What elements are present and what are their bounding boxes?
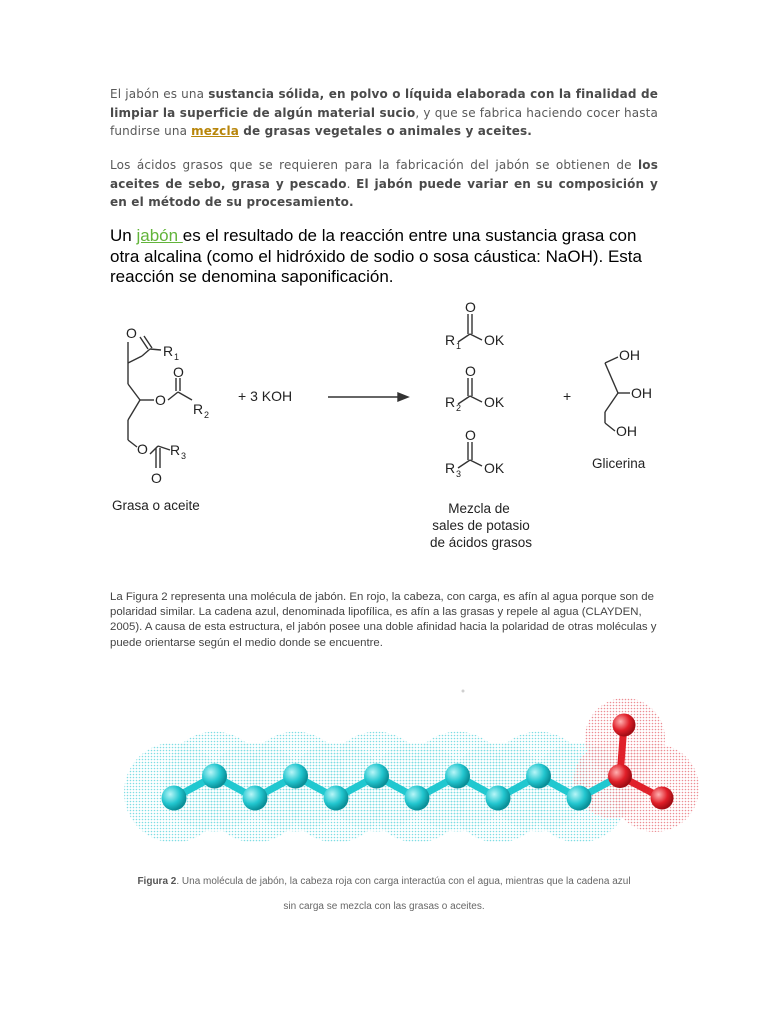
- svg-text:R: R: [193, 401, 204, 417]
- svg-text:OK: OK: [484, 332, 505, 348]
- svg-text:de ácidos grasos: de ácidos grasos: [429, 535, 533, 550]
- svg-text:+: +: [563, 388, 572, 404]
- svg-text:3: 3: [181, 451, 187, 461]
- svg-text:O: O: [465, 363, 476, 379]
- svg-text:3: 3: [456, 469, 462, 479]
- carbon-atom: [405, 786, 430, 811]
- svg-text:OH: OH: [619, 347, 640, 363]
- oxygen-atom: [613, 714, 636, 737]
- svg-text:OK: OK: [484, 394, 505, 410]
- svg-text:OH: OH: [616, 423, 637, 439]
- svg-text:2: 2: [456, 403, 462, 413]
- mezcla-link[interactable]: mezcla: [191, 124, 239, 138]
- svg-text:R: R: [445, 394, 456, 410]
- svg-text:OH: OH: [631, 385, 652, 401]
- carbon-atom: [162, 786, 187, 811]
- svg-text:O: O: [465, 427, 476, 443]
- jabon-link[interactable]: jabón: [136, 226, 183, 245]
- saponification-reaction-diagram: [0, 290, 768, 560]
- figure-description-paragraph: La Figura 2 representa una molécula de jabón. En rojo, la cabeza, con carga, es afín al agua porque son de polaridad similar. La cadena azul, denominada lipofílica, es afín a las grasas y repele al agua (CLAYDEN, 2005). A causa de esta estructura, el jabón posee una doble afinidad hacia la polaridad de otras moléculas y puede orientarse según el medio donde se encuentre.: [110, 591, 657, 649]
- svg-text:O: O: [137, 441, 148, 457]
- oxygen-atom: [651, 787, 674, 810]
- svg-text:O: O: [151, 470, 162, 486]
- svg-text:O: O: [173, 364, 184, 380]
- polar-head-cloud: [574, 698, 699, 832]
- carbon-atom: [445, 764, 470, 789]
- figure-caption-line1: Figura 2. Una molécula de jabón, la cabeza roja con carga interactúa con el agua, mientras que la cadena azul: [137, 876, 631, 887]
- soap-molecule-figure: [0, 680, 768, 870]
- svg-text:1: 1: [174, 352, 180, 362]
- svg-text:R: R: [170, 442, 181, 458]
- carbon-atom: [364, 764, 389, 789]
- head-carbon-atom: [608, 764, 632, 788]
- fatty-acids-paragraph: Los ácidos grasos que se requieren para la fabricación del jabón se obtienen de los aceites de sebo, grasa y pescado. El jabón puede variar en su composición y en el método de su procesamiento.: [110, 158, 658, 209]
- carbon-atom: [324, 786, 349, 811]
- svg-text:OK: OK: [484, 460, 505, 476]
- svg-text:Mezcla de: Mezcla de: [448, 501, 510, 516]
- carbon-atom: [243, 786, 268, 811]
- svg-text:R: R: [445, 332, 456, 348]
- carbon-atom: [283, 764, 308, 789]
- svg-text:2: 2: [204, 410, 210, 420]
- svg-text:R: R: [163, 343, 174, 359]
- svg-text:O: O: [126, 325, 137, 341]
- figure-caption-line2: sin carga se mezcla con las grasas o aceites.: [283, 901, 485, 912]
- glycerin-label: Glicerina: [592, 456, 646, 471]
- carbon-atom: [526, 764, 551, 789]
- svg-text:O: O: [155, 392, 166, 408]
- intro-paragraph: El jabón es una sustancia sólida, en polvo o líquida elaborada con la finalidad de limpiar la superficie de algún material sucio, y que se fabrica haciendo cocer hasta fundirse una mezcla de grasas vegetales o animales y aceites.: [110, 87, 658, 138]
- saponification-paragraph: Un jabón es el resultado de la reacción entre una sustancia grasa con otra alcalina (como el hidróxido de sodio o sosa cáustica: NaOH). Esta reacción se denomina saponificación.: [110, 226, 642, 286]
- fat-label: Grasa o aceite: [112, 498, 200, 513]
- carbon-atom: [486, 786, 511, 811]
- carbon-atom: [567, 786, 592, 811]
- carbon-atom: [202, 764, 227, 789]
- svg-text:O: O: [465, 299, 476, 315]
- svg-text:1: 1: [456, 341, 462, 351]
- koh-label: + 3 KOH: [238, 388, 293, 404]
- svg-text:sales de potasio: sales de potasio: [432, 518, 530, 533]
- svg-text:R: R: [445, 460, 456, 476]
